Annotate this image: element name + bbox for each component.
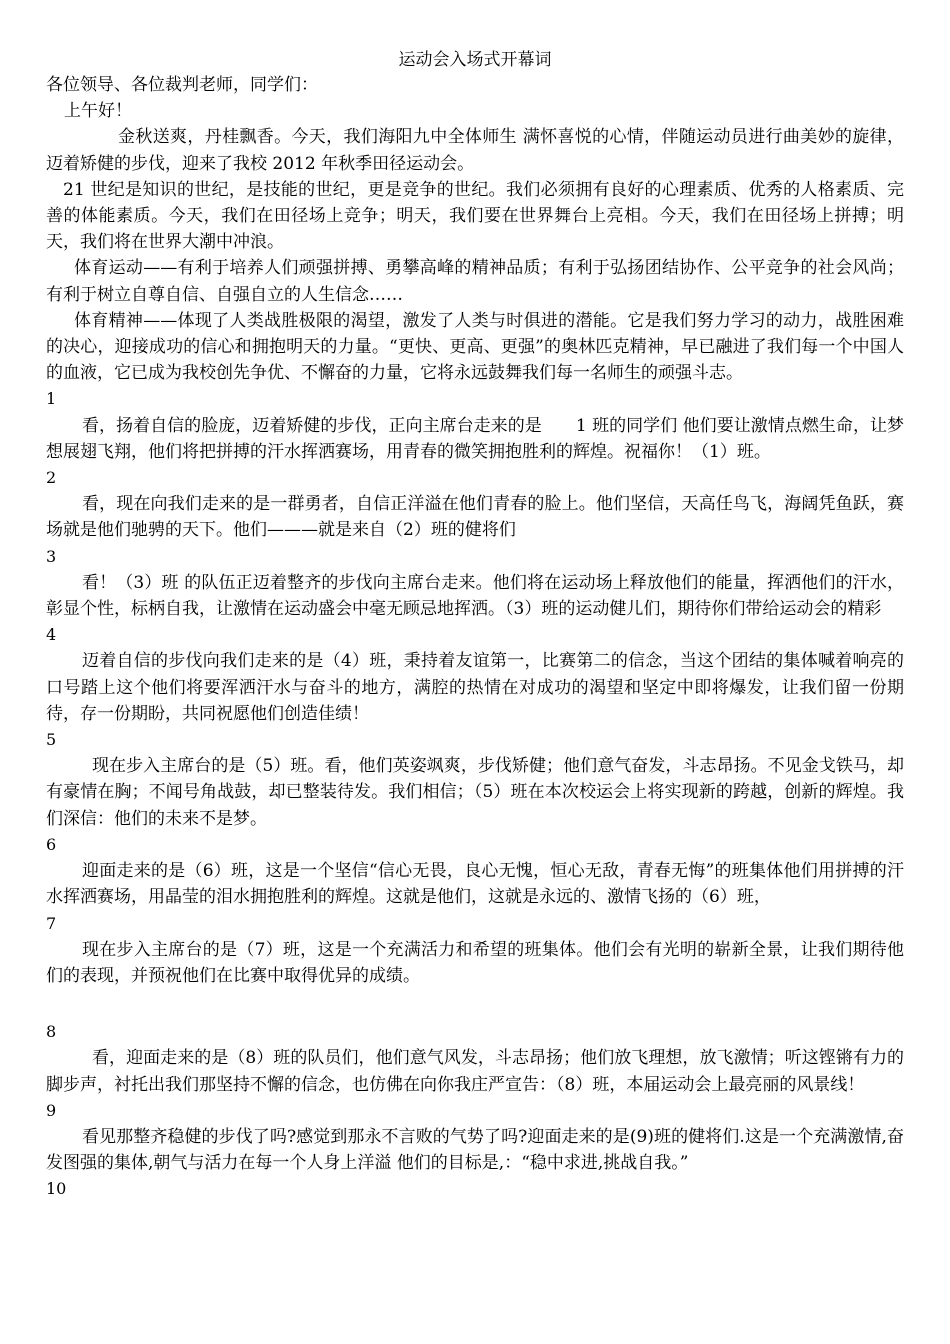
class-paragraph-9: 看见那整齐稳健的步伐了吗?感觉到那永不言败的气势了吗?迎面走来的是(9)班的健将们.这是一个充满激情,奋发图强的集体,朝气与活力在每一个人身上洋溢 他们的目标是,：“稳中求进,挑战自我。” bbox=[46, 1126, 904, 1174]
class-paragraph-5: 现在步入主席台的是（5）班。看，他们英姿飒爽，步伐矫健；他们意气奋发，斗志昂扬。不见金戈铁马，却有豪情在胸；不闻号角战鼓，却已整装待发。我们相信；（5）班在本次校运会上将实现新的跨越，创新的辉煌。我们深信：他们的未来不是梦。 bbox=[46, 756, 904, 829]
class-number-5: 5 bbox=[46, 730, 57, 750]
class-paragraph-6: 迎面走来的是（6）班，这是一个坚信“信心无畏，良心无愧，恒心无敌，青春无悔”的班集体他们用拼搏的汗水挥洒赛场，用晶莹的泪水拥抱胜利的辉煌。这就是他们，这就是永远的、激情飞扬的（6）班， bbox=[46, 861, 904, 908]
class-number-2: 2 bbox=[46, 468, 57, 488]
class-paragraph-4: 迈着自信的步伐向我们走来的是（4）班，秉持着友谊第一，比赛第二的信念，当这个团结的集体喊着响亮的口号踏上这个他们将要浑洒汗水与奋斗的地方，满腔的热情在对成功的渴望和坚定中即将爆发，让我们留一份期待，存一份期盼，共同祝愿他们创造佳绩！ bbox=[46, 651, 904, 724]
intro-paragraph-1: 金秋送爽，丹桂飘香。今天，我们海阳九中全体师生 满怀喜悦的心情，伴随运动员进行曲美妙的旋律，迈着矫健的步伐，迎来了我校 2012 年秋季田径运动会。 bbox=[46, 127, 904, 174]
class-number-4: 4 bbox=[46, 625, 57, 645]
document-title: 运动会入场式开幕词 bbox=[398, 50, 552, 70]
class-paragraph-7: 现在步入主席台的是（7）班，这是一个充满活力和希望的班集体。他们会有光明的崭新全景，让我们期待他们的表现，并预祝他们在比赛中取得优异的成绩。 bbox=[46, 939, 904, 986]
greeting: 上午好！ bbox=[64, 101, 132, 122]
class-paragraph-8: 看，迎面走来的是（8）班的队员们，他们意气风发，斗志昂扬；他们放飞理想，放飞激情；听这铿锵有力的脚步声，衬托出我们那坚持不懈的信念，也仿佛在向你我庄严宣告：（8）班，本届运动会上最亮丽的风景线！ bbox=[46, 1048, 904, 1095]
document-body bbox=[46, 72, 904, 1203]
class-number-3: 3 bbox=[46, 546, 57, 566]
salutation: 各位领导、各位裁判老师，同学们： bbox=[46, 75, 318, 95]
class-paragraph-2: 看，现在向我们走来的是一群勇者，自信正洋溢在他们青春的脸上。他们坚信，天高任鸟飞，海阔凭鱼跃，赛场就是他们驰骋的天下。他们———就是来自（2）班的健将们 bbox=[46, 494, 904, 541]
intro-paragraph-4: 体育精神——体现了人类战胜极限的渴望，激发了人类与时俱进的潜能。它是我们努力学习的动力，战胜困难的决心，迎接成功的信心和拥抱明天的力量。“更快、更高、更强”的奥林匹克精神，早已融进了我们每一个中国人的血液，它已成为我校创先争优、不懈奋的力量，它将永远鼓舞我们每一名师生的顽强斗志。 bbox=[46, 310, 904, 384]
intro-paragraph-3: 体育运动——有利于培养人们顽强拼搏、勇攀高峰的精神品质；有利于弘扬团结协作、公平竞争的社会风尚；有利于树立自尊自信、自强自立的人生信念…… bbox=[46, 258, 904, 305]
class-number-9: 9 bbox=[46, 1100, 57, 1120]
class-number-1: 1 bbox=[46, 389, 57, 409]
class-number-10: 10 bbox=[46, 1179, 67, 1199]
class-paragraph-3: 看！（3）班 的队伍正迈着整齐的步伐向主席台走来。他们将在运动场上释放他们的能量，挥洒他们的汗水，彰显个性，标柄自我，让激情在运动盛会中毫无顾忌地挥洒。（3）班的运动健儿们，期待你们带给运动会的精彩 bbox=[46, 572, 904, 620]
class-number-8: 8 bbox=[46, 1022, 57, 1042]
class-paragraph-1: 看，扬着自信的脸庞，迈着矫健的步伐，正向主席台走来的是 1 班的同学们 他们要让激情点燃生命，让梦想展翅飞翔，他们将把拼搏的汗水挥洒赛场，用青春的微笑拥抱胜利的辉煌。祝福你！（1）班。 bbox=[46, 415, 904, 462]
blank-space bbox=[46, 989, 904, 1019]
class-number-7: 7 bbox=[46, 913, 57, 933]
intro-paragraph-2: 21 世纪是知识的世纪，是技能的世纪，更是竞争的世纪。我们必须拥有良好的心理素质、优秀的人格素质、完善的体能素质。今天，我们在田径场上竞争；明天，我们要在世界舞台上亮相。今天，我们在田径场上拼搏；明天，我们将在世界大潮中冲浪。 bbox=[46, 179, 904, 253]
class-number-6: 6 bbox=[46, 834, 57, 854]
